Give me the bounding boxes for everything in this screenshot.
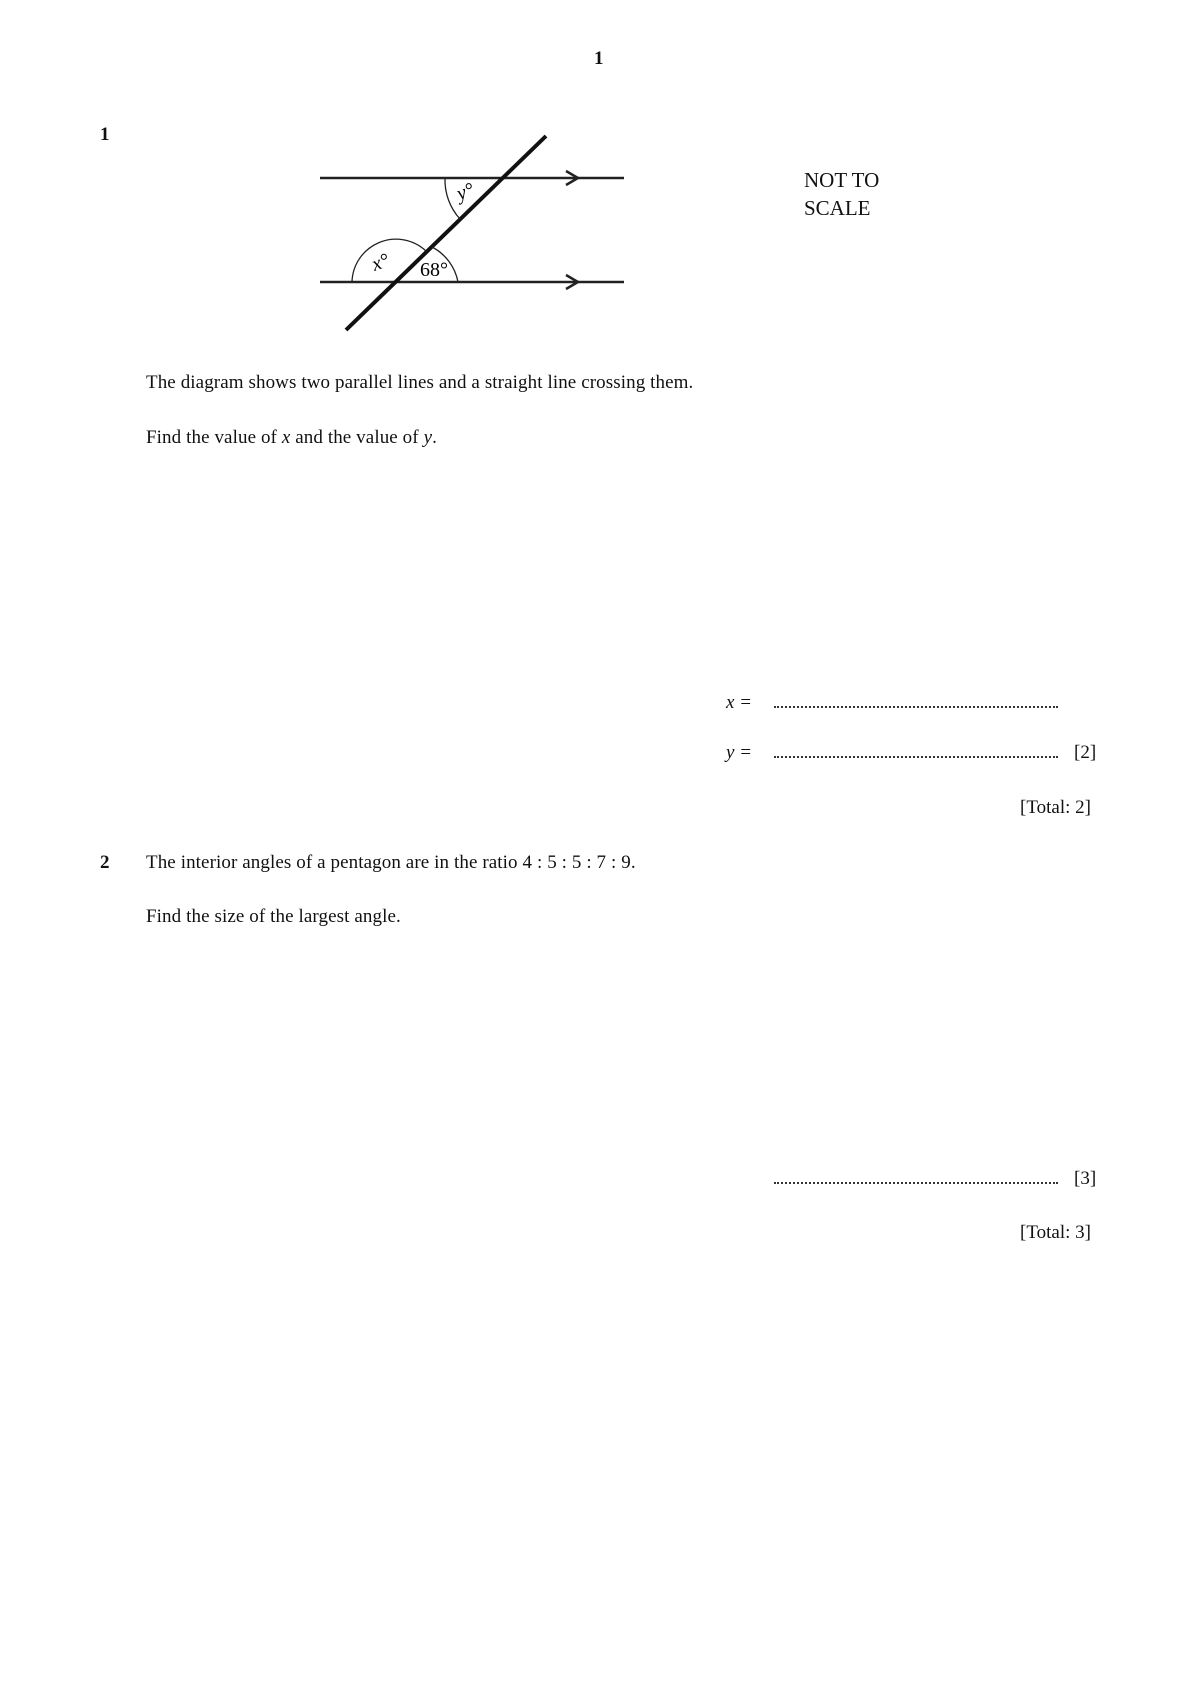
x-angle-label: x° (368, 249, 393, 276)
question-1-statement: The diagram shows two parallel lines and a straight line crossing them. (146, 372, 694, 393)
page-number: 1 (594, 48, 604, 69)
variable-x: x (281, 427, 291, 448)
y-angle-label: y° (453, 178, 478, 206)
answer-x-row (726, 692, 1058, 714)
instruction-text-part: . (432, 427, 437, 448)
parallel-lines-diagram (310, 130, 640, 340)
question-2-instruction: Find the size of the largest angle. (146, 906, 401, 927)
question-1-number: 1 (100, 124, 110, 145)
answer-x-label: x = (726, 692, 753, 713)
question-2-total: [Total: 3] (1020, 1222, 1091, 1243)
instruction-text-part: and the value of (290, 427, 424, 448)
question-1-total: [Total: 2] (1020, 797, 1091, 818)
instruction-text-part: Find the value of (146, 427, 282, 448)
variable-y: y (423, 427, 433, 448)
answer-y-label: y = (726, 742, 753, 763)
answer-y-field[interactable] (774, 742, 1058, 758)
answer-x-field[interactable] (774, 692, 1058, 708)
question-1-marks: [2] (1074, 742, 1097, 763)
question-2-marks: [3] (1074, 1168, 1097, 1189)
angle-68-label: 68° (420, 259, 448, 281)
answer-q2-field[interactable] (774, 1168, 1058, 1184)
answer-q2-row (726, 1168, 1058, 1190)
transversal-line (346, 136, 546, 330)
answer-y-row (726, 742, 1058, 764)
question-2-number: 2 (100, 852, 110, 873)
not-to-scale-note: NOT TO SCALE (804, 168, 880, 220)
question-2-statement: The interior angles of a pentagon are in the ratio 4 : 5 : 5 : 7 : 9. (146, 852, 636, 873)
question-1-instruction (146, 427, 437, 449)
